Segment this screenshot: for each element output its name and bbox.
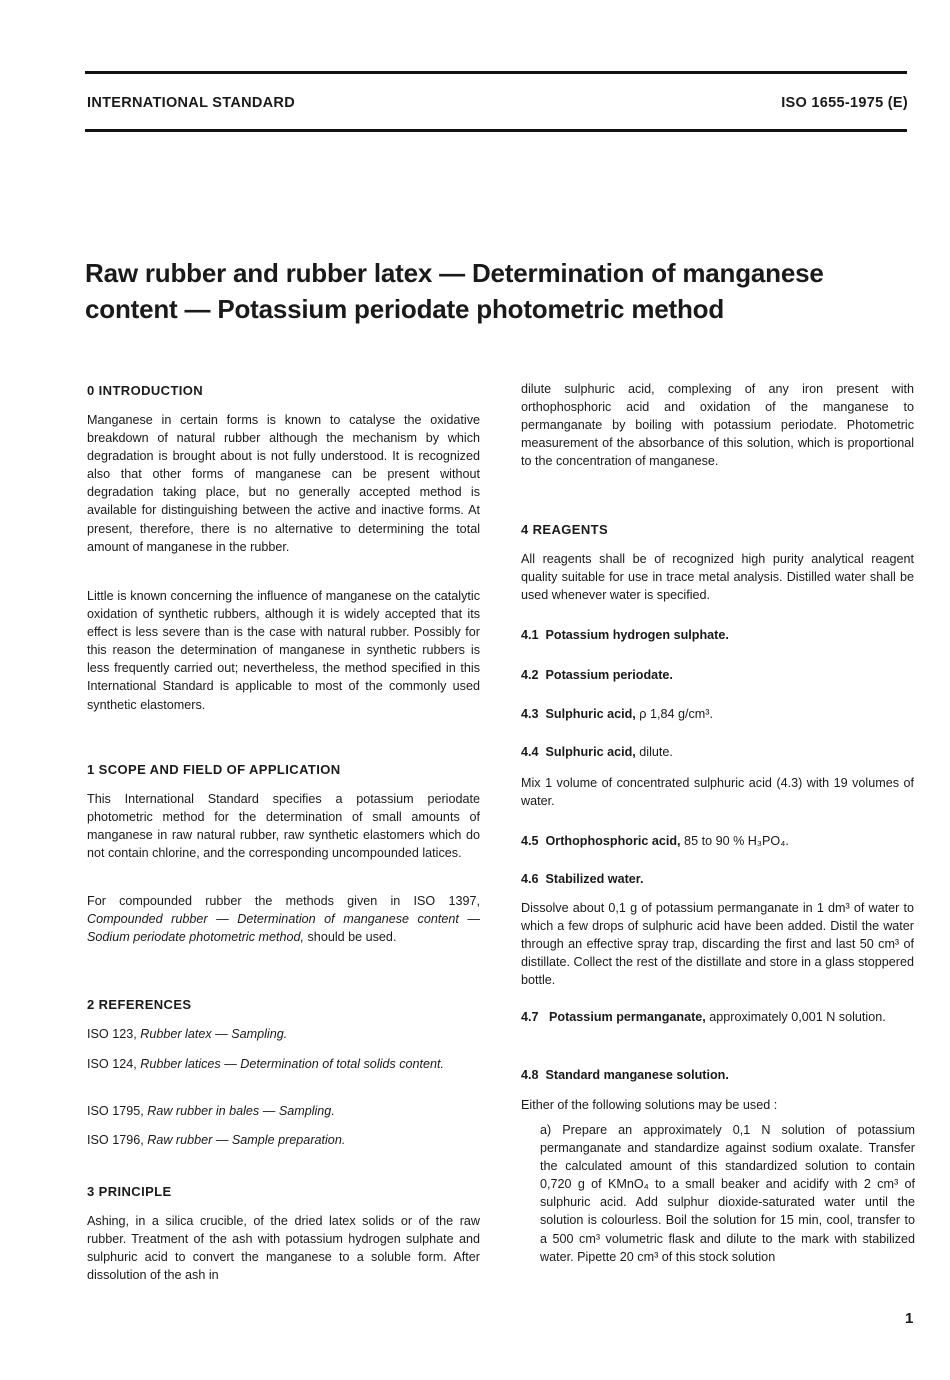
reference-item bbox=[87, 1025, 480, 1043]
clause-number: 4.3 bbox=[521, 707, 539, 721]
clause-number: 4.2 bbox=[521, 668, 539, 682]
reagent-4-4 bbox=[521, 743, 914, 761]
scope-paragraph bbox=[87, 892, 480, 946]
reference-title: Rubber latex — Sampling. bbox=[140, 1027, 288, 1041]
reagent-4-5 bbox=[521, 832, 914, 850]
reagent-4-8 bbox=[521, 1066, 914, 1084]
text: should be used. bbox=[304, 930, 397, 945]
reference-number: ISO 1796, bbox=[87, 1133, 148, 1147]
reagent-4-1 bbox=[521, 626, 914, 644]
clause-label: Stabilized water. bbox=[545, 872, 644, 886]
clause-text: dilute. bbox=[635, 745, 673, 759]
reagent-4-7 bbox=[521, 1008, 914, 1026]
principle-paragraph: Ashing, in a silica crucible, of the dried latex solids or of the raw rubber. Treatment of the ash with potassium hydrogen sulphate and sulphuric acid to convert the manganese to a soluble form. After dissolution of the ash in bbox=[87, 1214, 480, 1283]
title-line-2: content — Potassium periodate photometric method bbox=[85, 294, 725, 324]
principle-heading: 3 PRINCIPLE bbox=[87, 1184, 172, 1199]
clause-number: 4.7 bbox=[521, 1010, 539, 1024]
scope-heading: 1 SCOPE AND FIELD OF APPLICATION bbox=[87, 762, 341, 777]
title-line-1: Raw rubber and rubber latex — Determination of manganese bbox=[85, 258, 824, 288]
clause-label: Standard manganese solution. bbox=[545, 1068, 729, 1082]
clause-label: Sulphuric acid, bbox=[545, 707, 636, 721]
intro-paragraph: Manganese in certain forms is known to catalyse the oxidative breakdown of natural rubber although the mechanism by which degradation is brought about is not fully understood. It is recognized also that other forms of manganese can be present without degradation taking place, but no generally accepted method is available for distinguishing between the active and inactive forms. At present, therefore, there is no alternative to determining the total amount of manganese in the rubber. bbox=[87, 413, 480, 554]
reagent-4-6 bbox=[521, 870, 914, 888]
header-bottom-rule bbox=[85, 129, 907, 132]
text: For compounded rubber the methods given in ISO 1397, bbox=[87, 894, 480, 908]
reference-item bbox=[87, 1131, 480, 1149]
intro-paragraph: Little is known concerning the influence of manganese on the catalytic oxidation of synthetic rubbers, although it is widely accepted that its effect is less severe than is the case with natural rubber. Possibly for this reason the determination of manganese in synthetic rubbers is less frequently carried out; nevertheless, the method specified in this International Standard is applicable to most of the commonly used synthetic elastomers. bbox=[87, 589, 480, 712]
header-left: INTERNATIONAL STANDARD bbox=[87, 95, 295, 111]
reference-title: Compounded rubber — Determination of manganese content — Sodium periodate photometric method, bbox=[87, 912, 480, 945]
clause-label: Potassium hydrogen sulphate. bbox=[545, 628, 729, 642]
clause-text: approximately 0,001 N solution. bbox=[705, 1010, 886, 1024]
reference-title: Rubber latices — Determination of total solids content. bbox=[140, 1057, 445, 1071]
clause-label: Potassium periodate. bbox=[545, 668, 673, 682]
clause-text: 85 to 90 % H₃PO₄. bbox=[680, 834, 789, 848]
document-title bbox=[85, 255, 925, 327]
reagent-4-4-paragraph: Mix 1 volume of concentrated sulphuric acid (4.3) with 19 volumes of water. bbox=[521, 776, 914, 809]
reference-number: ISO 1795, bbox=[87, 1104, 148, 1118]
clause-number: 4.5 bbox=[521, 834, 539, 848]
reagents-heading: 4 REAGENTS bbox=[521, 522, 609, 537]
clause-number: 4.1 bbox=[521, 628, 539, 642]
reagent-4-3 bbox=[521, 705, 914, 723]
clause-number: 4.4 bbox=[521, 745, 539, 759]
intro-heading: 0 INTRODUCTION bbox=[87, 383, 204, 398]
reagent-4-6-paragraph: Dissolve about 0,1 g of potassium permanganate in 1 dm³ of water to which a few drops of sulphuric acid have been added. Distil the water through an effective spray trap, discarding the first and last 50 cm³ of distillate. Collect the rest of the distillate and store in a glass stoppered bottle. bbox=[521, 901, 914, 988]
reference-title: Raw rubber in bales — Sampling. bbox=[147, 1104, 335, 1118]
clause-label: Orthophosphoric acid, bbox=[545, 834, 681, 848]
reference-number: ISO 124, bbox=[87, 1057, 141, 1071]
reagent-4-8-paragraph: Either of the following solutions may be used : bbox=[521, 1098, 778, 1112]
references-heading: 2 REFERENCES bbox=[87, 997, 192, 1012]
header-right: ISO 1655-1975 (E) bbox=[781, 95, 908, 111]
clause-label: Potassium permanganate, bbox=[549, 1010, 706, 1024]
principle-paragraph-continued: dilute sulphuric acid, complexing of any iron present with orthophosphoric acid and oxidation of the manganese to permanganate by boiling with potassium periodate. Photometric measurement of the absorbance of this solution, which is proportional to the concentration of manganese. bbox=[521, 382, 914, 469]
top-rule bbox=[85, 71, 907, 74]
reagents-paragraph: All reagents shall be of recognized high purity analytical reagent quality suitable for use in trace metal analysis. Distilled water shall be used whenever water is specified. bbox=[521, 552, 914, 603]
reference-item bbox=[87, 1102, 480, 1120]
clause-number: 4.6 bbox=[521, 872, 539, 886]
clause-label: Sulphuric acid, bbox=[545, 745, 636, 759]
reference-item bbox=[87, 1055, 480, 1073]
reagent-4-8-option-a: a) Prepare an approximately 0,1 N solution of potassium permanganate and standardize against sodium oxalate. Transfer the calculated amount of this standardized solution to contain 0,720 g of KMnO₄ to a small beaker and acidify with 2 cm³ of sulphuric acid. Add sulphur dioxide-saturated water until the solution is colourless. Boil the solution for 15 min, cool, transfer to a 500 cm³ volumetric flask and dilute to the mark with stabilized water. Pipette 20 cm³ of this stock solution bbox=[540, 1123, 915, 1264]
clause-number: 4.8 bbox=[521, 1068, 539, 1082]
scope-paragraph: This International Standard specifies a potassium periodate photometric method for the determination of small amounts of manganese in raw natural rubber, raw synthetic elastomers which do not contain chlorine, and the corresponding uncompounded latices. bbox=[87, 792, 480, 861]
page-number: 1 bbox=[905, 1310, 914, 1327]
reagent-4-2 bbox=[521, 666, 914, 684]
reference-number: ISO 123, bbox=[87, 1027, 141, 1041]
clause-text: ρ 1,84 g/cm³. bbox=[635, 707, 713, 721]
reference-title: Raw rubber — Sample preparation. bbox=[147, 1133, 346, 1147]
